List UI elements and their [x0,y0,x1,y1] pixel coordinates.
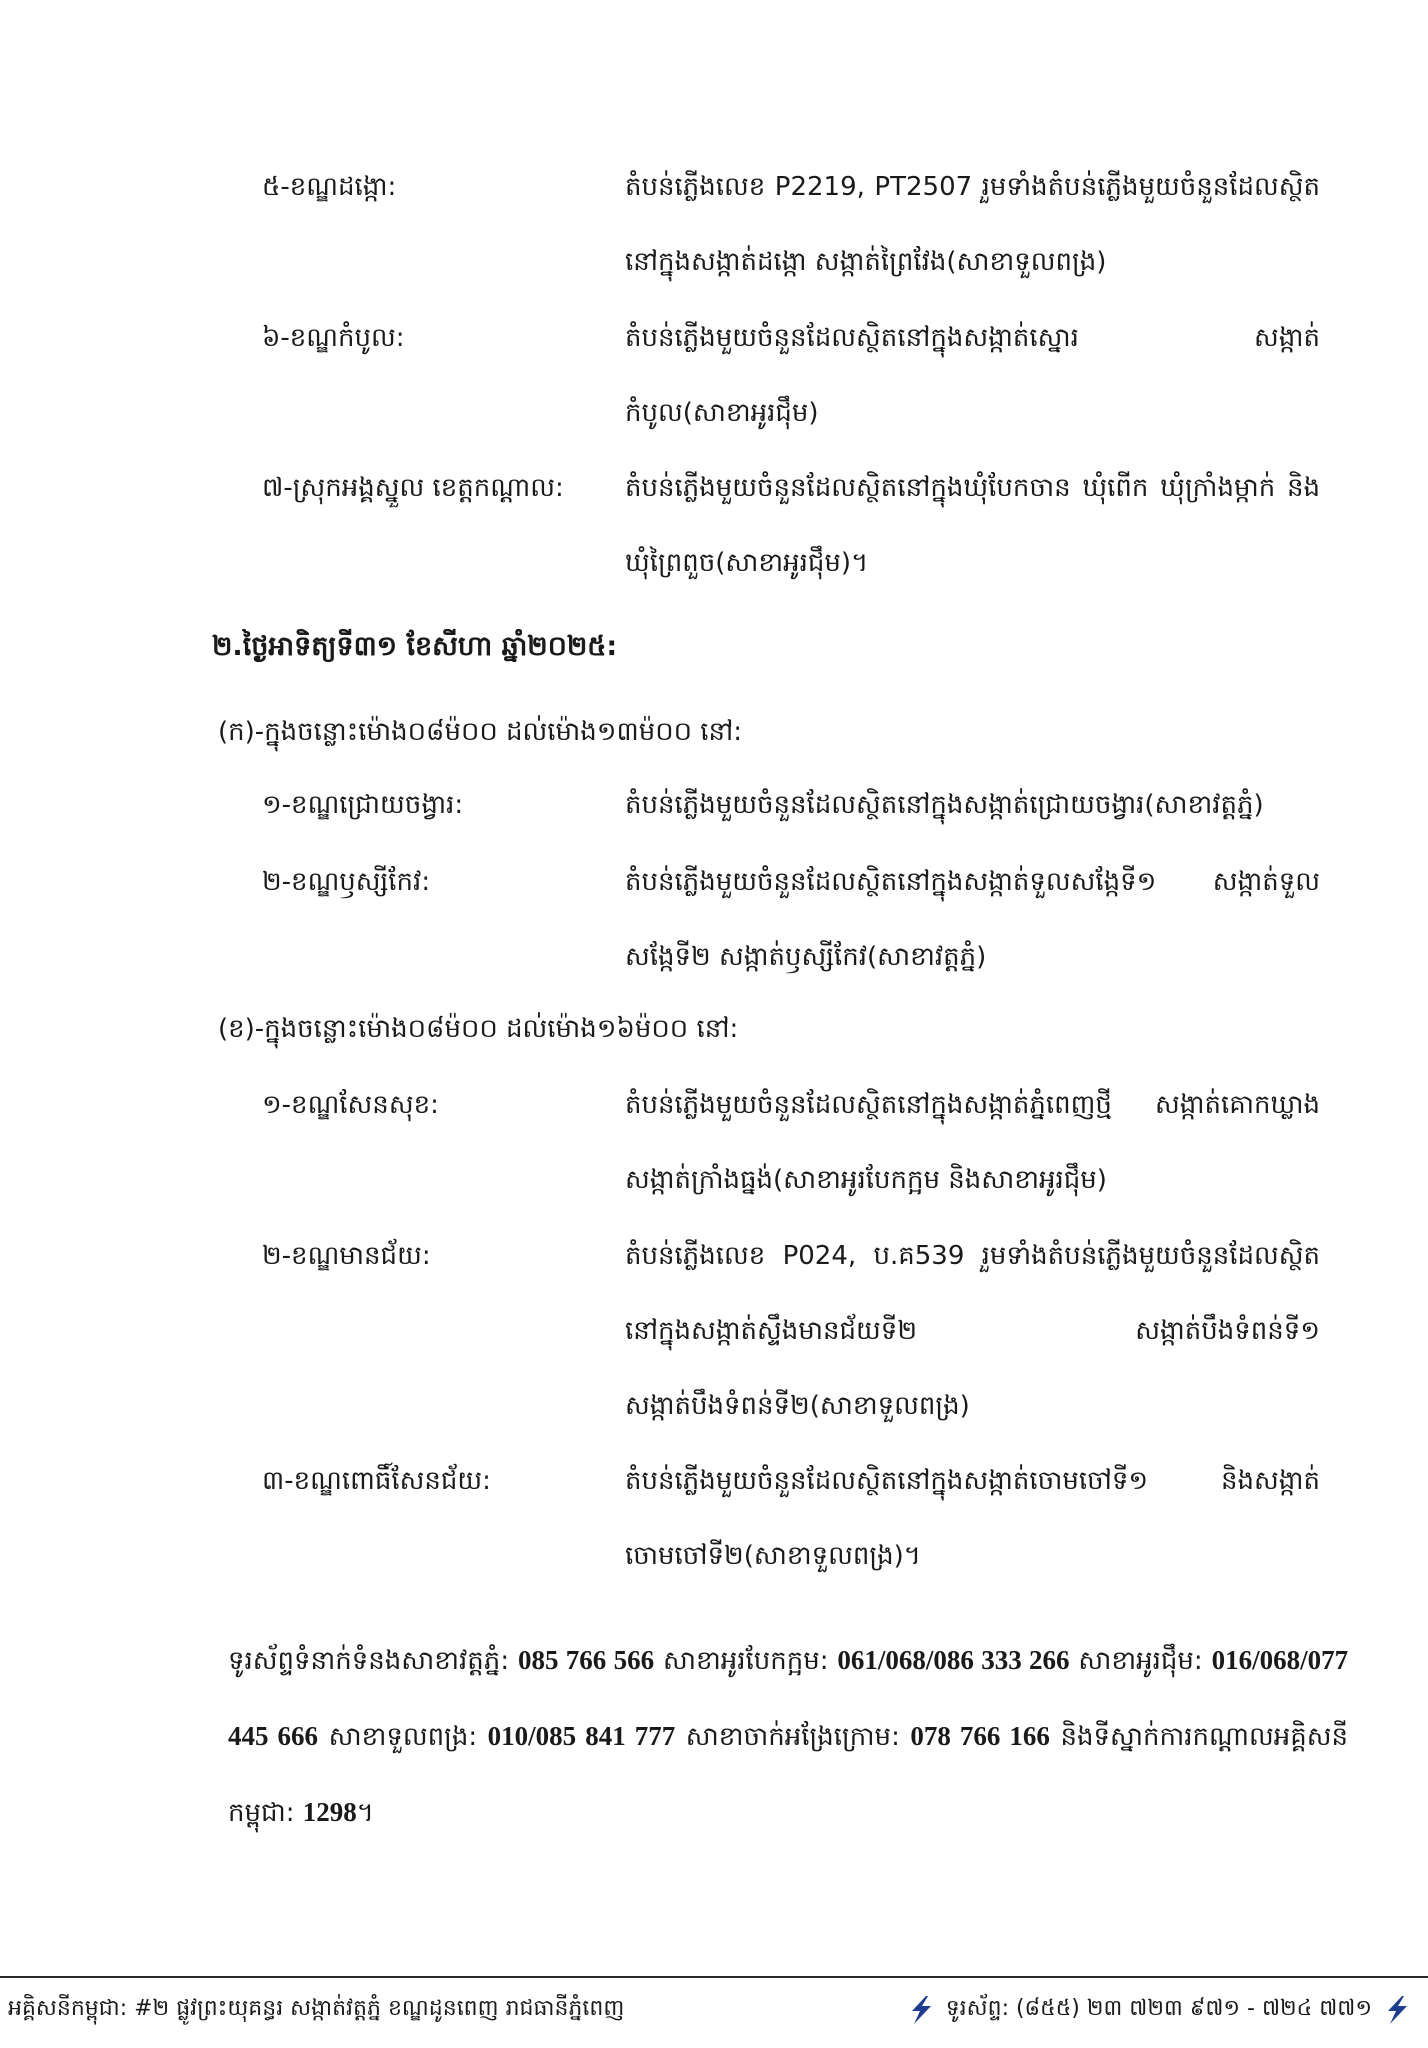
district-label-russeykeo: ២-ខណ្ឌឫស្សីកែវ: [262,867,431,897]
period-a-title: (ក)-ក្នុងចន្លោះម៉ោង០៨ម៉០០ ដល់ម៉ោង១៣ម៉០០ នៅ: [218,717,743,747]
district-label-meanchey: ២-ខណ្ឌមានជ័យ: [262,1241,431,1271]
day2-heading: ២.ថ្ងៃអាទិត្យទី៣១ ខែសីហា ឆ្នាំ២០២៥: [212,631,618,662]
footer-phone: ទូរស័ព្ទ: (៨៥៥) ២៣ ៧២៣ ៩៧១ - ៧២៤ ៧៧១ [945,1996,1372,2021]
phone-oubaek: 061/068/086 333 266 [837,1645,1070,1675]
phone-tuolpong: 010/085 841 777 [487,1721,676,1751]
chakangre-label: សាខាចាក់អង្រែក្រោម: [685,1722,900,1752]
period-b-title: (ខ)-ក្នុងចន្លោះម៉ោង០៨ម៉០០ ដល់ម៉ោង១៦ម៉០០ នៅ: [218,1014,739,1044]
ourjim-label: សាខាអូរជ៉ឹម: [1078,1646,1203,1676]
contact-end: ។ [356,1798,374,1828]
district-label-porsenchey: ៣-ខណ្ឌពោធិ៍សែនជ័យ: [262,1466,491,1496]
contact-paragraph [228,1623,1348,1851]
footer-contact [904,1994,1414,2026]
footer-address: អគ្គិសនីកម្ពុជា: #២ ផ្លូវព្រះយុគន្ធរ សង្កាត់វត្តភ្នំ ខណ្ឌដូនពេញ រាជធានីភ្នំពេញ [8,1996,625,2021]
phone-ourjim: 016/068/077 445 666 [228,1645,1349,1751]
district-desc-kamboul: តំបន់ភ្លើងមួយចំនួនដែលស្ថិតនៅក្នុងសង្កាត់ស្នោរ សង្កាត់កំបូល(សាខាអូរជ៉ឹម) [625,323,1320,428]
footer-divider [0,1976,1428,1978]
phone-hq: 1298 [302,1797,357,1827]
district-desc-chroychangvar: តំបន់ភ្លើងមួយចំនួនដែលស្ថិតនៅក្នុងសង្កាត់ជ្រោយចង្វារ(សាខាវត្តភ្នំ) [625,790,1264,820]
oubaek-label: សាខាអូរបែកក្អម: [662,1646,829,1676]
district-label-sensok: ១-ខណ្ឌសែនសុខ: [262,1090,439,1120]
district-desc-dangkao: តំបន់ភ្លើងលេខ P2219, PT2507 រួមទាំងតំបន់ភ្លើងមួយចំនួនដែលស្ថិតនៅក្នុងសង្កាត់ដង្កោ សង្កាត់ព្រៃវែង(សាខាទួលពង្រ) [625,172,1320,277]
district-label-kamboul: ៦-ខណ្ឌកំបូល: [262,323,405,353]
district-desc-russeykeo: តំបន់ភ្លើងមួយចំនួនដែលស្ថិតនៅក្នុងសង្កាត់ទួលសង្កែទី១ សង្កាត់ទួលសង្កែទី២ សង្កាត់ឫស្សីកែវ(សាខាវត្តភ្នំ) [625,867,1320,972]
lightning-icon-right [1380,1995,1414,2025]
district-label-dangkao: ៥-ខណ្ឌដង្កោ: [262,172,397,202]
phone-chakangre: 078 766 166 [910,1721,1050,1751]
district-label-chroychangvar: ១-ខណ្ឌជ្រោយចង្វារ: [262,790,464,820]
district-desc-sensok: តំបន់ភ្លើងមួយចំនួនដែលស្ថិតនៅក្នុងសង្កាត់ភ្នំពេញថ្មី សង្កាត់គោកឃ្លាង សង្កាត់ក្រាំងធ្នង់(សាខាអូរបែកក្អម និងសាខាអូរជ៉ឹម) [625,1090,1320,1195]
tuolpong-label: សាខាទួលពង្រ: [328,1722,478,1752]
district-desc-porsenchey: តំបន់ភ្លើងមួយចំនួនដែលស្ថិតនៅក្នុងសង្កាត់ចោមចៅទី១ និងសង្កាត់ចោមចៅទី២(សាខាទួលពង្រ)។ [625,1466,1320,1571]
contact-intro: ទូរស័ព្ទទំនាក់ទំនងសាខាវត្តភ្នំ: [228,1646,510,1676]
district-label-angsnuol: ៧-ស្រុកអង្គស្នួល ខេត្តកណ្តាល: [262,473,564,503]
district-desc-meanchey: តំបន់ភ្លើងលេខ P024, ប.គ539 រួមទាំងតំបន់ភ្លើងមួយចំនួនដែលស្ថិតនៅក្នុងសង្កាត់ស្ទឹងមានជ័យទី២ សង្កាត់បឹងទំពន់ទី១ សង្កាត់បឹងទំពន់ទី២(សាខាទួលពង្រ) [625,1241,1320,1421]
lightning-icon [904,1995,938,2025]
district-desc-angsnuol: តំបន់ភ្លើងមួយចំនួនដែលស្ថិតនៅក្នុងឃុំបែកចាន ឃុំពើក ឃុំក្រាំងម្កាក់ និងឃុំព្រៃពួច(សាខាអូរជ៉ឹម)។ [625,473,1320,578]
phone-watphnom: 085 766 566 [517,1645,655,1675]
hq-label: និងទីស្នាក់ការកណ្តាលអគ្គិសនីកម្ពុជា: [228,1722,1349,1828]
